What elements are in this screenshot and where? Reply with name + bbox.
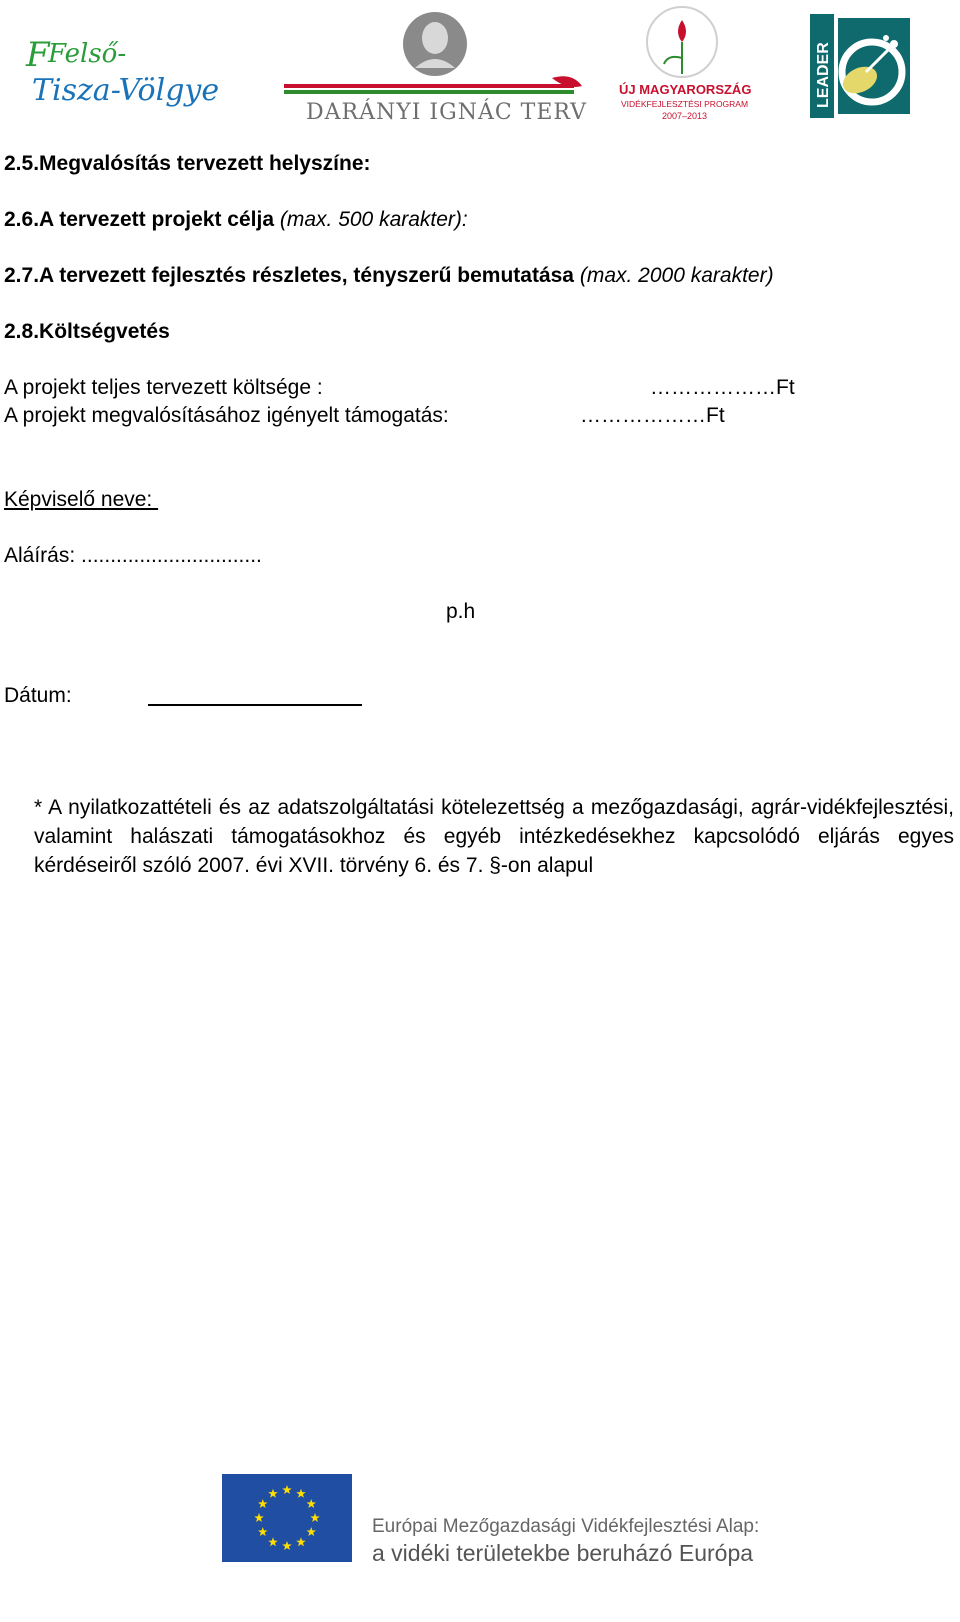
footer-text-line1: Európai Mezőgazdasági Vidékfejlesztési Alap: [372,1516,760,1537]
section-2-7 [4,262,774,290]
section-note: (max. 2000 karakter) [579,264,774,287]
date-label: Dátum: [4,684,72,707]
total-cost-value[interactable]: ………………Ft [650,376,795,399]
leader-logo [810,14,914,118]
section-2-8 [4,318,170,346]
section-number: 2.8. [4,320,40,343]
section-number: 2.7. [4,264,40,287]
footer-text-line2: a vidéki területekbe beruházó Európa [372,1540,754,1566]
svg-text:VIDÉKFEJLESZTÉSI PROGRAM: VIDÉKFEJLESZTÉSI PROGRAM [621,99,749,109]
felso-tisza-volgye-logo [22,22,252,122]
signature-label[interactable]: Aláírás: ............................... [4,544,262,567]
support-value[interactable]: ………………Ft [580,404,725,427]
support-label: A projekt megvalósításához igényelt támogatás: [4,404,449,427]
daranyi-ignac-terv-logo [282,6,592,124]
svg-text:Felső-: Felső- [48,39,127,69]
section-title: A tervezett projekt célja [39,208,275,231]
svg-text:F: F [26,35,50,75]
section-2-5 [4,150,371,178]
section-title: A tervezett fejlesztés részletes, tényszerű bemutatása [39,264,574,287]
section-2-6 [4,206,468,234]
section-number: 2.5. [4,152,40,175]
svg-text:DARÁNYI IGNÁC TERV: DARÁNYI IGNÁC TERV [306,100,588,124]
eu-flag [222,1474,352,1562]
svg-text:Tisza-Völgye: Tisza-Völgye [32,73,220,108]
section-number: 2.6. [4,208,40,231]
section-title: Költségvetés [39,320,170,343]
date-line[interactable] [148,704,362,706]
legal-footnote: * A nyilatkozattételi és az adatszolgáltatási kötelezettség a mezőgazdasági, agrár-vidékfejlesztési, valamint halászati támogatásokhoz és egyéb intézkedésekhez kapcsolódó eljárás egyes kérdéseiről szóló 2007. évi XVII. törvény 6. és 7. §-on alapul [34,796,954,877]
uj-magyarorszag-logo [616,2,754,124]
section-note: (max. 500 karakter): [279,208,468,231]
stamp-place: p.h [446,600,476,623]
total-cost-label: A projekt teljes tervezett költsége : [4,376,323,399]
representative-name-label[interactable]: Képviselő neve: [4,488,159,511]
svg-text:ÚJ MAGYARORSZÁG: ÚJ MAGYARORSZÁG [619,82,752,97]
section-title: Megvalósítás tervezett helyszíne: [39,152,371,175]
svg-text:LEADER: LEADER [815,42,832,108]
svg-text:2007–2013: 2007–2013 [662,111,708,121]
